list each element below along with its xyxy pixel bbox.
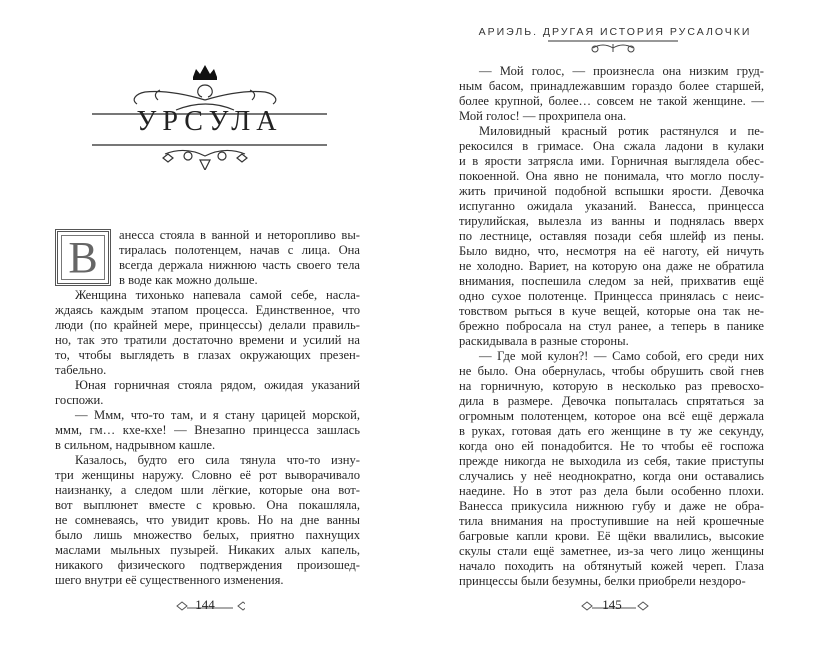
text-line: Казалось, будто его сила тянула что-то изну- xyxy=(75,453,360,467)
text-line: дила в размере. Девочка попыталась спрятаться за xyxy=(459,394,764,408)
text-line: багровые капли крови. Её щёки ввалились, высокие xyxy=(459,529,764,543)
text-line: начало походить на обтянутый кожей череп. Глаза xyxy=(459,559,764,573)
text-line: брежно побросала на стул ранее, а теперь в панике xyxy=(459,319,764,333)
text-line: не холодно. Вариет, на которую она даже не обратила xyxy=(459,259,764,273)
body-text xyxy=(459,64,764,589)
text-line: Миловидный красный ротик растянулся и пе- xyxy=(479,124,764,138)
text-line: анесса стояла в ванной и неторопливо вы- xyxy=(119,228,360,242)
text-line: и в ярости затрясла ими. Горничная выглядела обес- xyxy=(459,154,764,168)
text-line: никакого физического подтверждения произошед- xyxy=(55,558,360,572)
text-line: маслами мыльных пузырей. Никаких алых капель, xyxy=(55,543,360,557)
crown-icon xyxy=(193,65,217,80)
text-line: не было. Она обернулась, чтобы обрушить свой гнев xyxy=(459,364,764,378)
right-page xyxy=(410,0,820,656)
text-line: раскидывала в разные стороны. xyxy=(459,334,629,348)
text-line: Мой голос! — прохрипела она. xyxy=(459,109,627,123)
text-line: ным басом, принадлежавшим гораздо более старшей, xyxy=(459,79,764,93)
text-line: более крупной, более… совсем не такой женщине. — xyxy=(459,94,764,108)
chapter-title: УРСУЛА xyxy=(136,106,283,137)
text-line: испуганно ожидала указаний. Ванесса, принцесса xyxy=(459,199,764,213)
text-line: на горничную, которую в несколько раз превосхо- xyxy=(459,379,764,393)
text-line: ммм, гм… кхе-кхе! — Внезапно принцесса зашлась xyxy=(55,423,360,437)
text-line: люди (по крайней мере, принцессы) делали правиль- xyxy=(55,318,360,332)
text-line: но, так это тратили достаточно времени и усилий на xyxy=(55,333,360,347)
text-line: Было видно, что, несмотря на её наготу, ей ничуть xyxy=(459,244,764,258)
page-number: 145 xyxy=(602,597,622,612)
text-line: табельно. xyxy=(55,363,107,377)
text-line: прежде никогда не выходила из себя, такие приступы xyxy=(459,454,764,468)
text-line: покоенной. Она явно не понимала, что могло послу- xyxy=(459,169,764,183)
text-line: когда оно ей понадобится. Не то чтобы её госпожа xyxy=(459,439,764,453)
text-line: то, чтобы выглядеть в глазах окружающих презен- xyxy=(55,348,360,362)
text-line: в сильном, надрывном кашле. xyxy=(55,438,216,452)
text-line: было лишь множество белых, приятно пахнущих xyxy=(55,528,360,542)
text-line: тиралась полотенцем, начав с лица. Она xyxy=(119,243,360,257)
running-head-ornament xyxy=(548,40,678,54)
running-head: АРИЭЛЬ. ДРУГАЯ ИСТОРИЯ РУСАЛОЧКИ xyxy=(478,26,752,38)
text-line: в воде как можно дольше. xyxy=(119,273,258,287)
text-line: жить причиной подобной вспышки ярости. Девочка xyxy=(459,184,764,198)
text-line: три женщины наружу. Словно её рот выворачивало xyxy=(55,468,360,482)
text-line: — Мой голос, — произнесла она низким груд- xyxy=(479,64,764,78)
text-line: всегда держала нижнюю часть своего тела xyxy=(119,258,360,272)
text-line: не сомневаясь, что увидит кровь. Но на дне ванны xyxy=(55,513,360,527)
text-line: наизнанку, а следом шли лёгкие, которые она вот- xyxy=(55,483,360,497)
text-line: Женщина тихонько напевала самой себе, насла- xyxy=(75,288,360,302)
drop-cap: В xyxy=(55,229,111,286)
text-line: огромным полотенцем, которое она всё ещё держала xyxy=(459,409,764,423)
text-line: рекосился в гримасе. Она сжала ладони в кулаки xyxy=(459,139,764,153)
text-line: Юная горничная стояла рядом, ожидая указаний xyxy=(75,378,360,392)
text-line: ждаясь каждым этапом процесса. Единственное, что xyxy=(55,303,360,317)
text-line: Ванесса прикусила нижнюю губу и даже не обра- xyxy=(459,499,764,513)
text-line: тирулийская, вылезла из ванны и поднялась вверх xyxy=(459,214,764,228)
page-number: 144 xyxy=(195,597,215,612)
text-line: тила внимания на проступившие на ней крошечные xyxy=(459,514,764,528)
text-line: в руках, готовая дать его женщине в ту же секунду, xyxy=(459,424,764,438)
text-line: внимания, поспешила следом за ней, прихватив ещё xyxy=(459,274,764,288)
text-line: — Ммм, что-то там, и я стану царицей морской, xyxy=(75,408,360,422)
text-line: скулы стали ещё заметнее, из-за чего лицо женщины xyxy=(459,544,764,558)
text-line: одно сухое полотенце. Принцесса принялась с неис- xyxy=(459,289,764,303)
text-line: по лестнице, оставляя позади себя шлейф из пены. xyxy=(459,229,764,243)
text-line: вот выплюнет вместе с кровью. Она покашляла, xyxy=(55,498,360,512)
text-line: случались у неё неоднократно, когда они оставались xyxy=(459,469,764,483)
text-line: принцессы были безумны, белки приобрели нездоро- xyxy=(459,574,746,588)
text-line: — Где мой кулон?! — Само собой, его среди них xyxy=(479,349,764,363)
text-line: шего внутри её существенного изменения. xyxy=(55,573,284,587)
body-text xyxy=(55,228,360,588)
text-line: наедине. Но в этот раз дела были особенно плохи. xyxy=(459,484,764,498)
text-line: госпожи. xyxy=(55,393,104,407)
text-line: товством рыться в куче вещей, которые она так не- xyxy=(459,304,764,318)
